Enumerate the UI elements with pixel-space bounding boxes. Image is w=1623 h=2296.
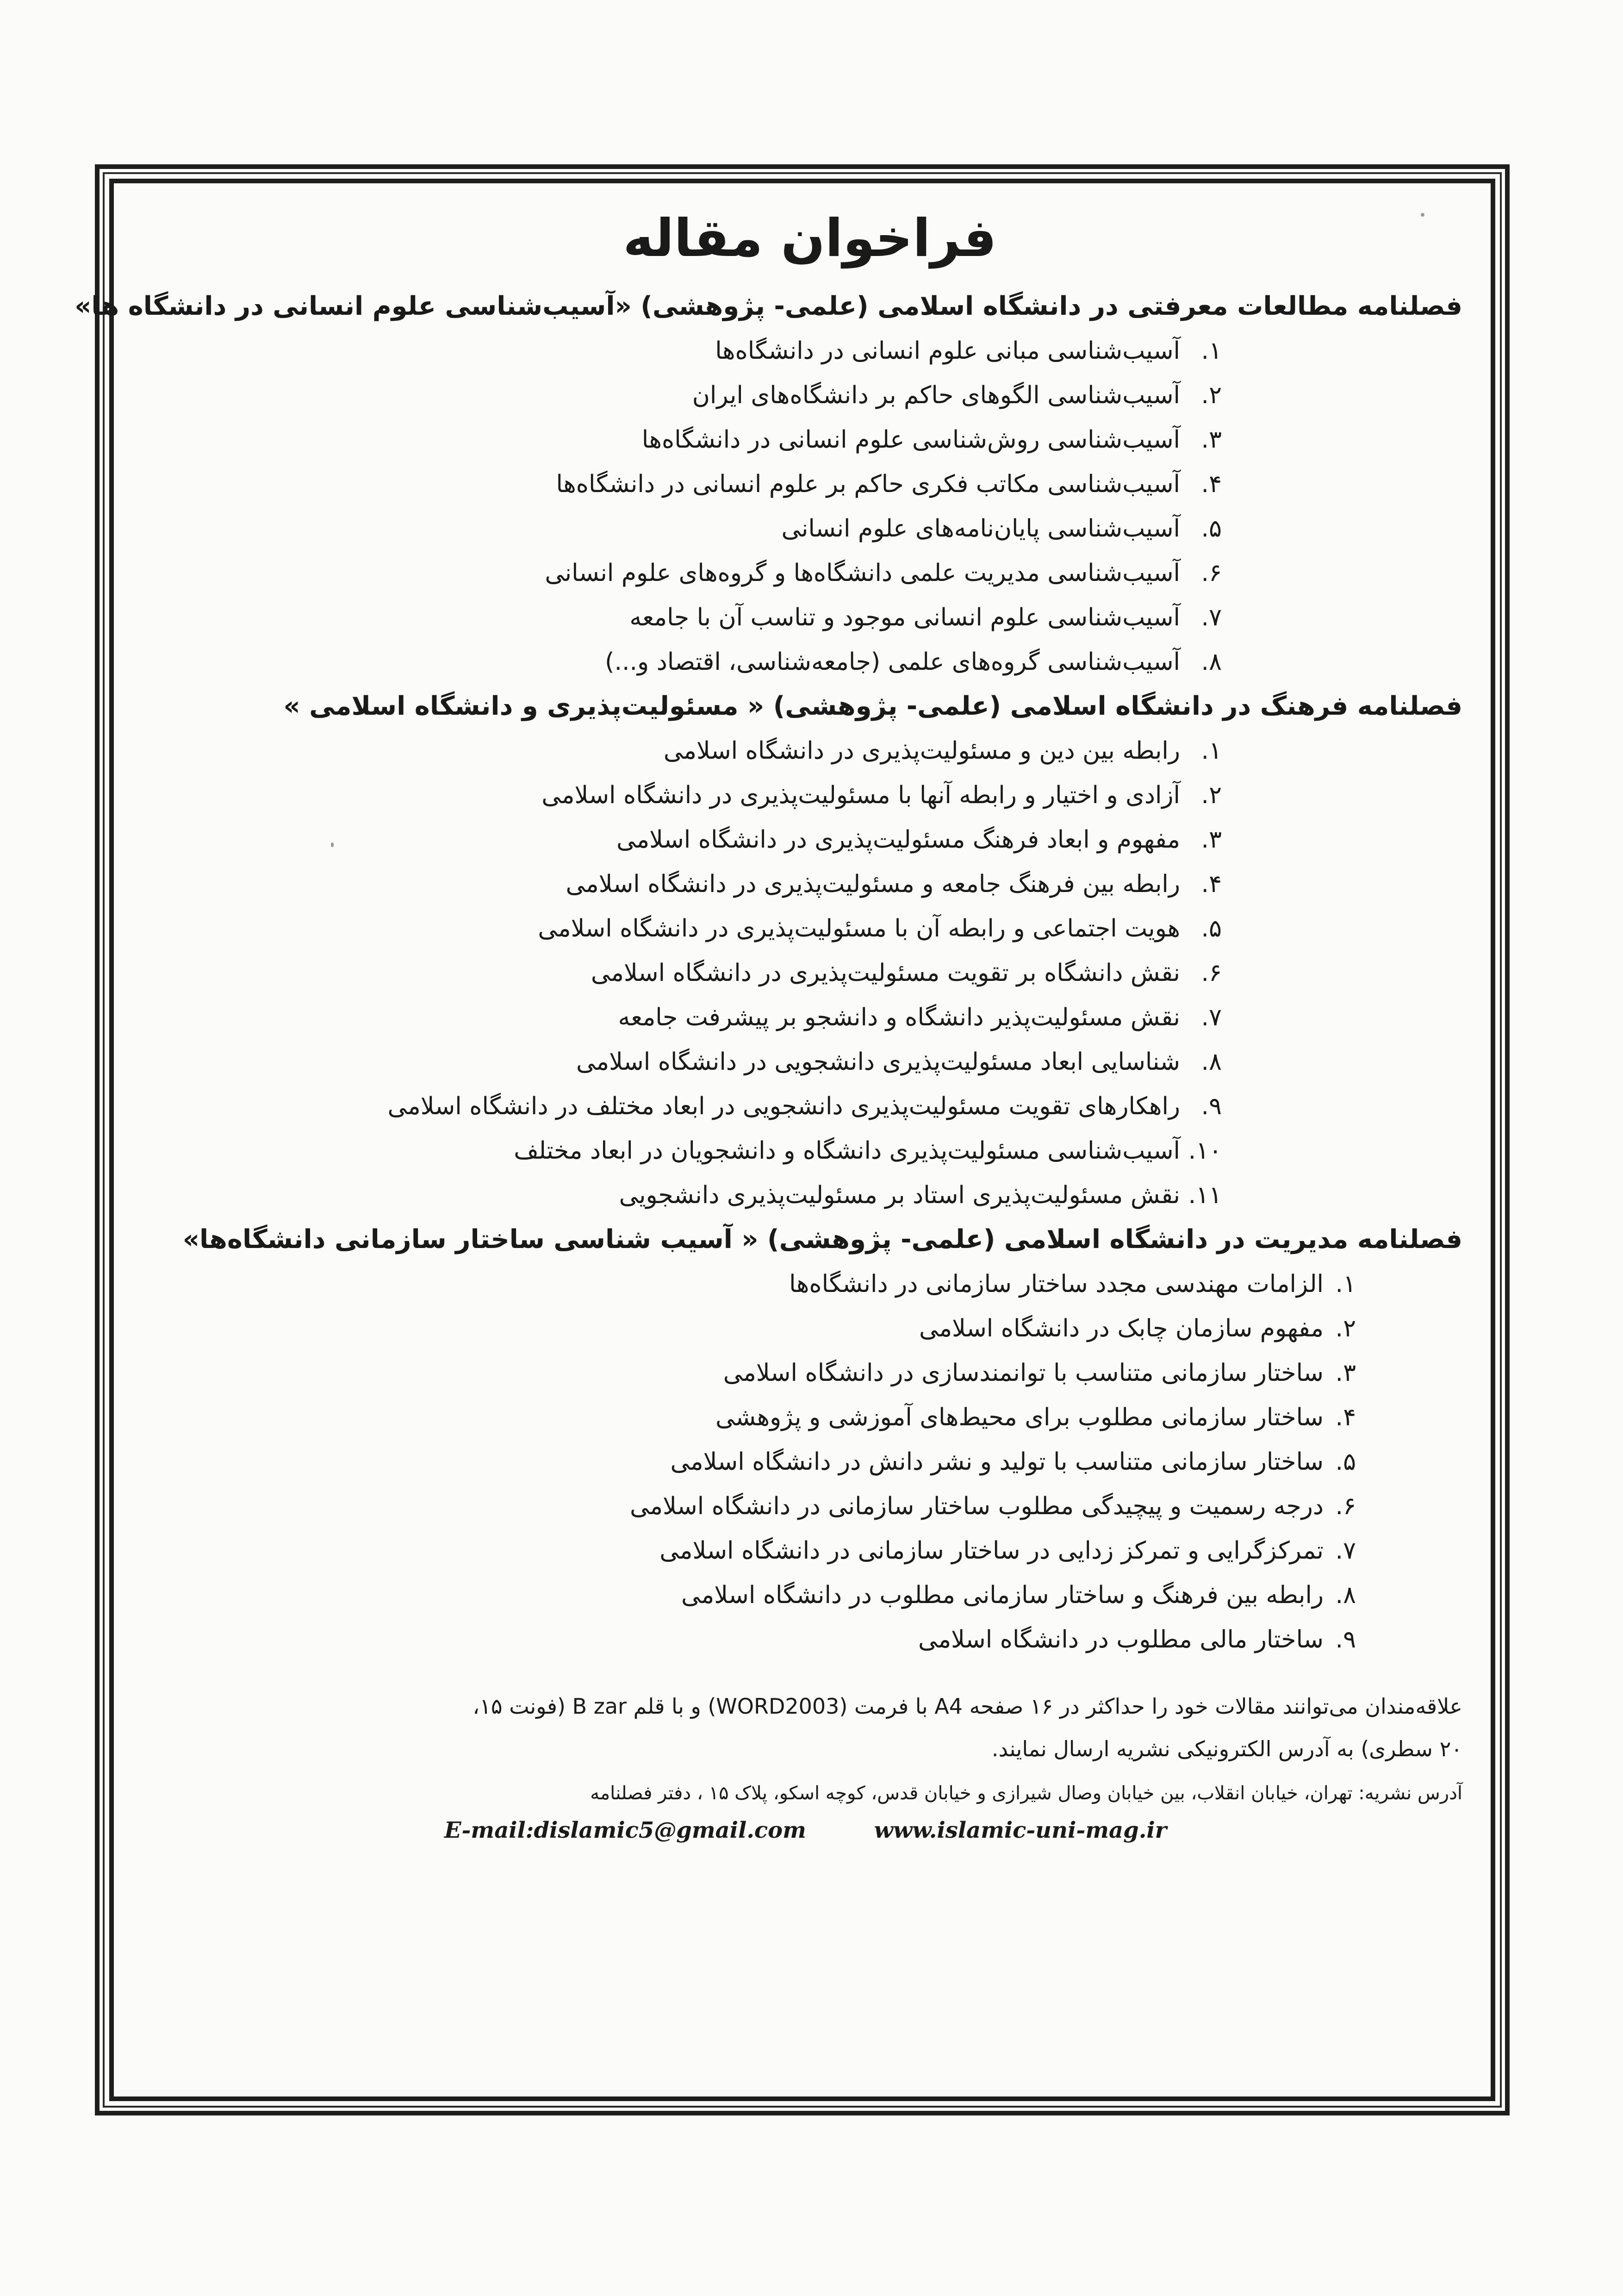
- list-item: [157, 462, 1462, 506]
- list-item: [157, 551, 1462, 595]
- topic-list: [157, 329, 1462, 684]
- item-number: ۴.: [1335, 1404, 1356, 1431]
- item-text: راهکارهای تقویت مسئولیت‌پذیری دانشجویی در ابعاد مختلف در دانشگاه اسلامی: [387, 1092, 1180, 1120]
- list-item: [157, 1617, 1462, 1662]
- item-text: نقش دانشگاه بر تقویت مسئولیت‌پذیری در دانشگاه اسلامی: [591, 959, 1180, 987]
- announcement-content: [75, 194, 1462, 1849]
- item-text: درجه رسمیت و پیچیدگی مطلوب ساختار سازمانی در دانشگاه اسلامی: [629, 1492, 1324, 1520]
- item-text: آسیب‌شناسی روش‌شناسی علوم انسانی در دانشگاه‌ها: [641, 426, 1180, 454]
- list-item: [157, 995, 1462, 1040]
- list-item: [157, 1395, 1462, 1440]
- item-text: آسیب‌شناسی الگوهای حاکم بر دانشگاه‌های ایران: [692, 381, 1180, 409]
- item-number: ۶.: [1335, 1492, 1356, 1520]
- list-item: [157, 1040, 1462, 1084]
- item-number: ۱.: [1201, 737, 1222, 765]
- list-item: [157, 1440, 1462, 1484]
- item-number: ۸.: [1201, 648, 1222, 676]
- list-item: [157, 1484, 1462, 1529]
- section-journal-culture: [157, 684, 1462, 1217]
- item-number: ۱.: [1335, 1270, 1356, 1298]
- item-text: رابطه بین فرهنگ جامعه و مسئولیت‌پذیری در دانشگاه اسلامی: [566, 870, 1180, 898]
- item-number: ۹.: [1201, 1092, 1222, 1120]
- item-text: تمرکزگرایی و تمرکز زدایی در ساختار سازمانی در دانشگاه اسلامی: [659, 1537, 1324, 1565]
- list-item: [157, 1306, 1462, 1351]
- list-item: [157, 640, 1462, 684]
- item-number: ۵.: [1201, 915, 1222, 942]
- list-item: [157, 373, 1462, 418]
- list-item: [157, 418, 1462, 462]
- topic-list: [157, 729, 1462, 1217]
- item-text: هویت اجتماعی و رابطه آن با مسئولیت‌پذیری در دانشگاه اسلامی: [538, 915, 1180, 942]
- item-number: ۷.: [1201, 604, 1222, 631]
- item-text: نقش مسئولیت‌پذیر دانشگاه و دانشجو بر پیشرفت جامعه: [618, 1004, 1180, 1031]
- item-number: ۸.: [1335, 1581, 1356, 1609]
- item-number: ۸.: [1201, 1048, 1222, 1076]
- website-address: www.islamic-uni-mag.ir: [874, 1817, 1167, 1843]
- list-item: [157, 1351, 1462, 1395]
- list-item: [157, 329, 1462, 373]
- item-number: ۲.: [1335, 1315, 1356, 1342]
- item-number: ۳.: [1335, 1359, 1356, 1387]
- item-number: ۶.: [1201, 959, 1222, 987]
- item-number: ۴.: [1201, 470, 1222, 498]
- instructions-line-1: علاقه‌مندان می‌توانند مقالات خود را حداکثر در ۱۶ صفحه A4 با فرمت (WORD2003) و با قلم B zar (فونت ۱۵،: [473, 1694, 1462, 1719]
- item-number: ۲.: [1201, 781, 1222, 809]
- item-number: ۶.: [1201, 559, 1222, 587]
- list-item: [157, 595, 1462, 640]
- item-number: ۷.: [1335, 1537, 1356, 1565]
- item-text: رابطه بین فرهنگ و ساختار سازمانی مطلوب در دانشگاه اسلامی: [681, 1581, 1324, 1609]
- section-heading: فصلنامه مدیریت در دانشگاه اسلامی (علمی- پژوهشی) « آسیب شناسی ساختار سازمانی دانشگاه‌ها»: [182, 1224, 1462, 1254]
- page-title: فراخوان مقاله: [623, 208, 997, 268]
- item-text: الزامات مهندسی مجدد ساختار سازمانی در دانشگاه‌ها: [789, 1270, 1324, 1298]
- topic-list: [157, 1262, 1462, 1662]
- item-number: ۵.: [1201, 515, 1222, 543]
- email-address: E-mail:dislamic5@gmail.com: [444, 1817, 806, 1843]
- item-text: آسیب‌شناسی علوم انسانی موجود و تناسب آن با جامعه: [629, 604, 1180, 631]
- list-item: [157, 951, 1462, 995]
- item-number: ۲.: [1201, 381, 1222, 409]
- list-item: [157, 729, 1462, 773]
- item-text: آسیب‌شناسی مسئولیت‌پذیری دانشگاه و دانشجویان در ابعاد مختلف: [514, 1137, 1180, 1165]
- item-number: ۵.: [1335, 1448, 1356, 1476]
- list-item: [157, 506, 1462, 551]
- list-item: [157, 906, 1462, 951]
- item-text: شناسایی ابعاد مسئولیت‌پذیری دانشجویی در دانشگاه اسلامی: [576, 1048, 1180, 1076]
- submission-instructions: [157, 1685, 1462, 1770]
- item-number: ۱۱.: [1188, 1181, 1222, 1209]
- item-number: ۷.: [1201, 1004, 1222, 1031]
- list-item: [157, 1529, 1462, 1573]
- list-item: [157, 862, 1462, 906]
- item-number: ۳.: [1201, 826, 1222, 854]
- item-number: ۴.: [1201, 870, 1222, 898]
- item-text: نقش مسئولیت‌پذیری استاد بر مسئولیت‌پذیری دانشجویی: [619, 1181, 1180, 1209]
- section-journal-epistemic-studies: [75, 284, 1462, 684]
- item-text: رابطه بین دین و مسئولیت‌پذیری در دانشگاه اسلامی: [663, 737, 1180, 765]
- item-text: مفهوم و ابعاد فرهنگ مسئولیت‌پذیری در دانشگاه اسلامی: [616, 826, 1180, 854]
- instructions-line-2: ۲۰ سطری) به آدرس الکترونیکی نشریه ارسال نمایند.: [991, 1736, 1462, 1761]
- item-number: ۹.: [1335, 1626, 1356, 1653]
- item-text: آسیب‌شناسی پایان‌نامه‌های علوم انسانی: [781, 515, 1180, 543]
- item-number: ۱۰.: [1188, 1137, 1222, 1165]
- item-text: آسیب‌شناسی مبانی علوم انسانی در دانشگاه‌ها: [715, 337, 1180, 365]
- item-text: آسیب‌شناسی مدیریت علمی دانشگاه‌ها و گروه‌های علوم انسانی: [545, 559, 1180, 587]
- list-item: [157, 817, 1462, 862]
- list-item: [157, 1173, 1462, 1217]
- section-heading: فصلنامه مطالعات معرفتی در دانشگاه اسلامی (علمی- پژوهشی) «آسیب‌شناسی علوم انسانی در دانشگاه ها»: [75, 291, 1462, 321]
- item-text: آسیب‌شناسی گروه‌های علمی (جامعه‌شناسی، اقتصاد و...): [605, 648, 1180, 676]
- list-item: [157, 773, 1462, 817]
- section-journal-management: [157, 1217, 1462, 1662]
- item-text: آزادی و اختیار و رابطه آنها با مسئولیت‌پذیری در دانشگاه اسلامی: [541, 781, 1180, 809]
- item-text: ساختار سازمانی متناسب با تولید و نشر دانش در دانشگاه اسلامی: [670, 1448, 1324, 1476]
- item-number: ۱.: [1201, 337, 1222, 365]
- item-text: مفهوم سازمان چابک در دانشگاه اسلامی: [919, 1315, 1324, 1342]
- item-number: ۳.: [1201, 426, 1222, 454]
- section-heading: فصلنامه فرهنگ در دانشگاه اسلامی (علمی- پژوهشی) « مسئولیت‌پذیری و دانشگاه اسلامی »: [283, 691, 1462, 721]
- item-text: ساختار مالی مطلوب در دانشگاه اسلامی: [918, 1626, 1324, 1653]
- item-text: ساختار سازمانی متناسب با توانمندسازی در دانشگاه اسلامی: [723, 1359, 1324, 1387]
- list-item: [157, 1084, 1462, 1129]
- item-text: ساختار سازمانی مطلوب برای محیط‌های آموزشی و پژوهشی: [715, 1404, 1324, 1431]
- list-item: [157, 1262, 1462, 1306]
- list-item: [157, 1129, 1462, 1173]
- list-item: [157, 1573, 1462, 1617]
- item-text: آسیب‌شناسی مکاتب فکری حاکم بر علوم انسانی در دانشگاه‌ها: [556, 470, 1180, 498]
- journal-address: آدرس نشریه: تهران، خیابان انقلاب، بین خیابان وصال شیرازی و خیابان قدس، کوچه اسکو، پلاک ۱۵ ، دفتر فصلنامه: [590, 1783, 1462, 1804]
- contact-info: [157, 1812, 1462, 1849]
